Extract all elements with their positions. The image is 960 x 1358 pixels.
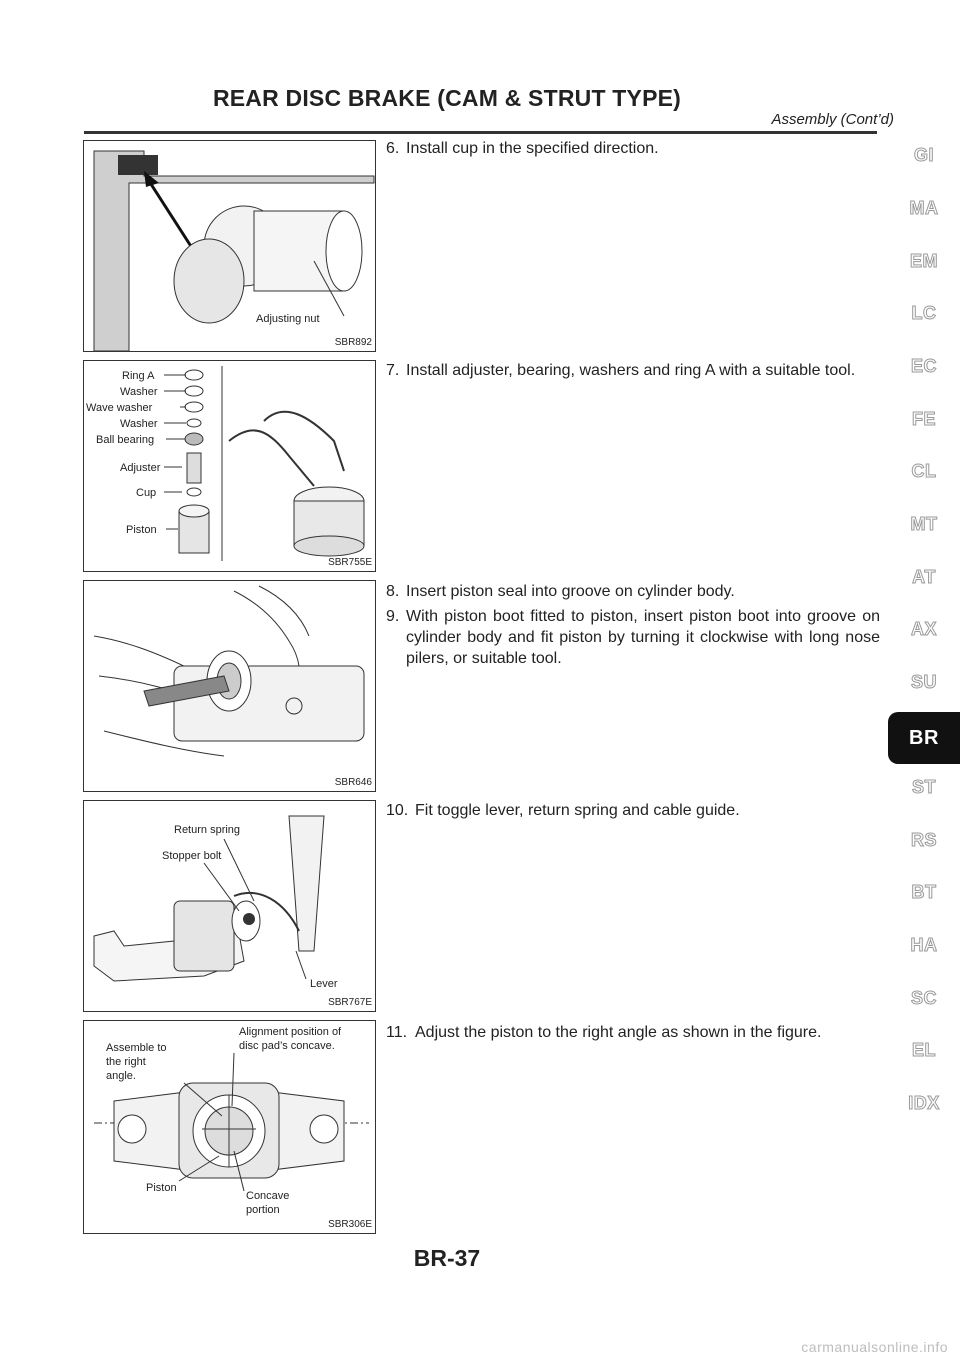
step-7 [386,360,880,381]
figure-sbr892 [83,140,376,352]
step-text: Insert piston seal into groove on cylinder body. [406,583,735,600]
figure-label: Assemble to [106,1042,167,1054]
step-number: 6. [386,140,400,157]
figure-code: SBR767E [328,997,372,1008]
figure-label: disc pad’s concave. [239,1040,335,1052]
section-tab-em[interactable]: EM [910,251,938,271]
section-tab-rs[interactable]: RS [910,830,937,850]
figure-code: SBR646 [334,777,372,788]
section-tab-sc[interactable]: SC [910,988,937,1008]
figure-label: Stopper bolt [162,850,222,862]
section-tab-ax[interactable]: AX [910,619,937,639]
footer-watermark: carmanualsonline.info [801,1339,948,1355]
step-text: With piston boot fitted to piston, insert piston boot into groove on cylinder body and fit piston by turning it clockwise with long nose pilers, or suitable tool. [406,608,880,667]
figure-sbr306e [83,1020,376,1234]
figure-label: Lever [310,978,338,990]
figure-label: Ball bearing [96,434,155,446]
figure-code: SBR306E [328,1219,372,1230]
section-tab-ec[interactable]: EC [910,356,937,376]
section-tab-ha[interactable]: HA [910,935,938,955]
figure-label: Piston [126,524,157,536]
figure-label: Adjusting nut [256,313,320,325]
step-number: 7. [386,362,400,379]
step-number: 10. [386,802,409,819]
section-tab-lc[interactable]: LC [911,303,937,323]
step-text: Adjust the piston to the right angle as shown in the figure. [415,1024,822,1041]
step-text: Install adjuster, bearing, washers and ring A with a suitable tool. [406,362,856,379]
section-tab-idx[interactable]: IDX [908,1093,940,1113]
page-number: BR-37 [413,1245,481,1271]
figure-label: the right [106,1056,146,1068]
section-tab-mt[interactable]: MT [910,514,938,534]
step-text: Fit toggle lever, return spring and cable guide. [415,802,740,819]
page-title: REAR DISC BRAKE (CAM & STRUT TYPE) [212,85,682,111]
step-8 [386,581,880,602]
figure-label: Alignment position of [239,1026,342,1038]
figure-label: Ring A [122,370,155,382]
figure-label: portion [246,1204,280,1216]
figure-sbr755e [83,360,376,572]
section-tab-el[interactable]: EL [911,1040,936,1060]
figure-code: SBR755E [328,557,372,568]
figure-illustration [84,141,375,351]
figure-label: Washer [120,418,158,430]
figure-code: SBR892 [334,337,372,348]
step-9 [386,606,880,669]
figure-label: Wave washer [86,402,153,414]
step-text: Install cup in the specified direction. [406,140,659,157]
figure-label: Return spring [174,824,241,836]
page-subtitle: Assembly (Cont’d) [771,111,894,128]
section-tab-st[interactable]: ST [911,777,936,797]
section-tab-fe[interactable]: FE [911,409,936,429]
section-tab-at[interactable]: AT [912,567,936,587]
step-number: 9. [386,608,400,625]
figure-illustration [84,581,375,791]
section-tab-su[interactable]: SU [910,672,937,692]
section-tab-ma[interactable]: MA [909,198,939,218]
section-tab-cl[interactable]: CL [911,461,937,481]
figure-sbr767e [83,800,376,1012]
figure-illustration [84,801,375,1011]
step-number: 8. [386,583,400,600]
step-11 [386,1022,880,1043]
step-number: 11. [386,1024,408,1041]
figure-illustration [84,1021,375,1233]
figure-label: angle. [106,1070,136,1082]
step-10 [386,800,880,821]
header-divider [84,131,877,134]
figure-illustration [84,361,375,571]
section-tab-bt[interactable]: BT [911,882,937,902]
figure-label: Adjuster [120,462,161,474]
figure-sbr646 [83,580,376,792]
step-6 [386,138,880,159]
figure-label: Concave [246,1190,290,1202]
figure-label: Cup [136,487,157,499]
figure-label: Washer [120,386,158,398]
section-tab-br[interactable]: BR [888,712,960,764]
section-tab-gi[interactable]: GI [913,145,934,165]
figure-label: Piston [146,1182,177,1194]
